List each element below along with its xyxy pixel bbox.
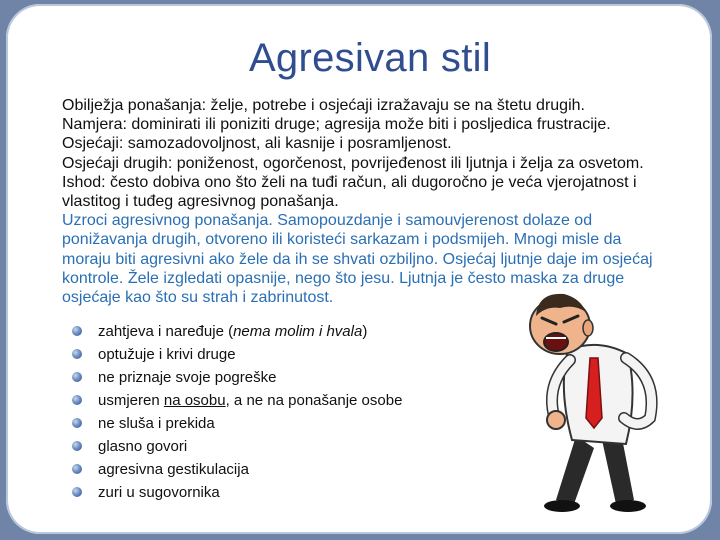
- list-item: zahtjeva i naređuje (nema molim i hvala): [72, 320, 452, 343]
- bullet-icon: [72, 487, 82, 497]
- bullet-icon: [72, 372, 82, 382]
- bullet-icon: [72, 464, 82, 474]
- angry-man-illustration: [498, 268, 688, 518]
- list-item: agresivna gestikulacija: [72, 458, 452, 481]
- bullet-icon: [72, 418, 82, 428]
- bullet-icon: [72, 441, 82, 451]
- line-feelings-others: Osjećaji drugih: poniženost, ogorčenost, povrijeđenost ili ljutnja i želja za osvetom.: [62, 154, 644, 172]
- line-feelings: Osjećaji: samozadovoljnost, ali kasnije i posramljenost.: [62, 135, 452, 153]
- list-item: glasno govori: [72, 435, 452, 458]
- list-item: ne sluša i prekida: [72, 412, 452, 435]
- list-item: usmjeren na osobu, a ne na ponašanje osobe: [72, 389, 452, 412]
- causes-paragraph: Uzroci agresivnog ponašanja. Samopouzdanje i samouvjerenost dolaze od ponižavanja drugih, otvoreno ili koristeći sarkazam i podsmijeh. Mnogi misle da moraju biti agresivni ako žele da ih se shvati ozbiljno. Osjećaj ljutnje daje im osjećaj kontrole. Žele izgledati opasnije, nego što jesu. Ljutnja je često maska za druge osjećaje kao što su strah i zabrinutost.: [62, 212, 653, 307]
- list-item: ne priznaje svoje pogreške: [72, 366, 452, 389]
- line-intent: Namjera: dominirati ili poniziti druge; agresija može biti i posljedica frustracije.: [62, 116, 611, 134]
- bullet-icon: [72, 349, 82, 359]
- list-item: optužuje i krivi druge: [72, 343, 452, 366]
- line-behavior: Obilježja ponašanja: želje, potrebe i osjećaji izražavaju se na štetu drugih.: [62, 97, 585, 114]
- bullet-icon: [72, 326, 82, 336]
- list-item: zuri u sugovornika: [72, 481, 452, 504]
- line-outcome: Ishod: često dobiva ono što želi na tuđi račun, ali dugoročno je veća vjerojatnost i vlastitog i tuđeg agresivnog ponašanja.: [62, 173, 637, 211]
- bullet-icon: [72, 395, 82, 405]
- slide-title: Agresivan stil: [248, 36, 492, 80]
- bullet-list: [72, 320, 452, 504]
